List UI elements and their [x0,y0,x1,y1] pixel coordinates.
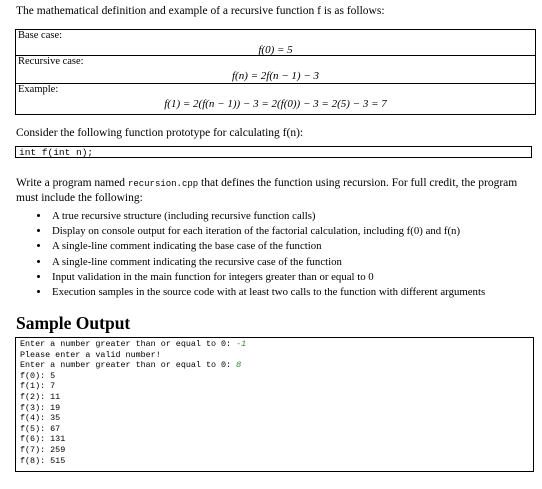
list-item: • Display on console output for each iteration of the factorial calculation, including f(0) and f(n) [50,224,542,239]
console-line: f(2): 11 [20,391,61,402]
console-line [20,339,533,350]
definition-table [15,29,536,115]
console-line [20,360,533,371]
recursive-case-row [16,56,535,84]
base-case-label: Base case: [18,30,63,41]
base-case-row [16,30,535,56]
list-item: • A single-line comment indicating the recursive case of the function [50,255,542,270]
console-line: f(1): 7 [20,381,56,392]
console-line: f(3): 19 [20,402,61,413]
console-line: f(8): 515 [20,455,66,466]
sample-output-heading: Sample Output [16,313,131,333]
filename-code: recursion.cpp [127,179,199,189]
console-line: f(4): 35 [20,413,61,424]
example-expression: f(1) = 2(f(n − 1)) − 3 = 2(f(0)) − 3 = 2(5) − 3 = 7 [164,98,387,110]
console-input: -1 [236,339,247,349]
console-line: Please enter a valid number! [20,349,161,360]
recursive-case-expression: f(n) = 2f(n − 1) − 3 [231,70,320,82]
base-case-expression: f(0) = 5 [258,44,293,56]
console-line: f(6): 131 [20,434,66,445]
recursive-case-label: Recursive case: [18,56,84,67]
intro-text: The mathematical definition and example of a recursive function f is as follows: [16,5,385,17]
console-input: 8 [236,360,242,371]
console-line: f(7): 259 [20,444,66,455]
function-prototype: int f(int n); [15,146,532,158]
console-line: f(5): 67 [20,423,61,434]
example-label: Example: [18,84,59,95]
write-after: that defines the function using recursion. For full credit, the program must include the following: [16,177,518,204]
write-before: Write a program named [16,177,128,189]
example-row [16,84,535,114]
list-item: • Input validation in the main function for integers greater than or equal to 0 [50,270,542,285]
console-output [15,337,534,472]
list-item: • A single-line comment indicating the base case of the function [50,239,542,254]
console-prompt: Enter a number greater than or equal to 0: [20,360,237,371]
console-prompt: Enter a number greater than or equal to 0: [20,339,237,349]
write-instructions [16,176,528,205]
console-line: f(0): 5 [20,370,56,381]
list-item: • Execution samples in the source code with at least two calls to the function with different arguments [50,285,542,300]
list-item: • A true recursive structure (including recursive function calls) [50,209,542,224]
requirements-list [36,209,542,300]
consider-text: Consider the following function prototype for calculating f(n): [16,127,304,139]
